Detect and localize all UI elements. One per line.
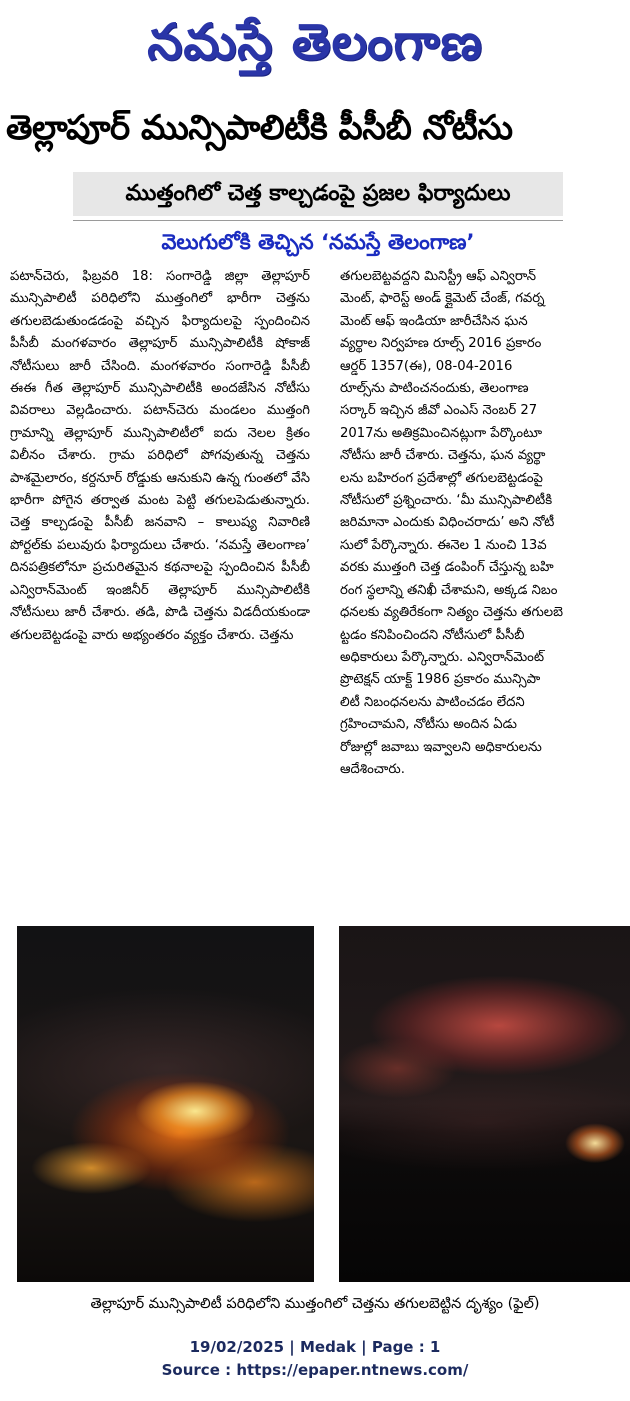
article-line: రోజుల్లో జవాబు ఇవ్వాలని అధికారులను <box>340 739 542 755</box>
subhead-divider <box>73 220 563 221</box>
article-line: ట్టడం కనిపించిందని నోటీసులో పీసీబీ <box>340 627 525 643</box>
article-line: సులో పేర్కొన్నారు. ఈనెల 1 నుంచి 13వ <box>340 537 547 553</box>
article-line: ప్రొటెక్షన్ యాక్ట్ 1986 ప్రకారం మున్సిపా <box>340 672 541 688</box>
article-line: లిటీ నిబంధనలను పాటించడం లేదని <box>340 694 525 710</box>
article-line: నోటీసు జారీ చేశారు. చెత్తను, ఘన వ్యర్థా <box>340 448 546 464</box>
article-column-right <box>340 266 630 906</box>
article-tagline: వెలుగులోకి తెచ్చిన ‘నమస్తే తెలంగాణ’ <box>161 230 475 254</box>
article-subheadline: ముత్తంగిలో చెత్త కాల్చడంపై ప్రజల ఫిర్యాదులు <box>73 172 563 216</box>
article-line: 2017ను అతిక్రమించినట్లుగా పేర్కొంటూ <box>340 425 543 441</box>
article-line: వరకు ముత్తంగి చెత్త డంపింగ్ చేస్తున్న బహి <box>340 560 554 576</box>
article-line: గ్రహించామని, నోటీసు అందిన ఏడు <box>340 717 517 733</box>
article-line: నోటీసులో ప్రశ్నించారు. ‘మీ మున్సిపాలిటీకి <box>340 493 553 509</box>
article-column-left: పటాన్‌చెరు, ఫిబ్రవరి 18: సంగారెడ్డి జిల్లా తెల్లాపూర్ మున్సిపాలిటీ పరిధిలోని ముత్తంగిలో భారీగా చెత్తను తగులబెడుతుండడంపై వచ్చిన ఫిర్యాదులపై స్పందించిన పీసీబీ మంగళవారం తెల్లాపూర్ మున్సిపాలిటీకి షోకాజ్ నోటీసులు జారీ చేసింది. మంగళవారం సంగారెడ్డి పీసీబీ ఈఈ గీత తెల్లాపూర్ మున్సిపాలిటీకి అందజేసిన నోటీసు వివరాలు వెల్లడించారు. పటాన్‌చెరు మండలం ముత్తంగి గ్రామాన్ని తెల్లాపూర్ మున్సిపాలిటీలో ఐదు నెలల క్రితం విలీనం చేశారు. గ్రామ పరిధిలో పోగవుతున్న చెత్తను పాశమైలారం, కర్దనూర్ రోడ్డుకు ఆనుకుని ఉన్న గుంతలో వేసి భారీగా పోగైన తర్వాత మంట పెట్టి తగులపెడుతున్నారు. చెత్త కాల్చడంపై పీసీబీ జనవాని – కాలుష్య నివారిణి పోర్టల్‌కు పలువురు ఫిర్యాదులు చేశారు. ‘నమస్తే తెలంగాణ’ దినపత్రికలోనూ ప్రచురితమైన కథనాలపై స్పందించిన పీసీబీ ఎన్విరాన్‌మెంట్ ఇంజినీర్ తెల్లాపూర్ మున్సిపాలిటీకి నోటీసులు జారీ చేశారు. తడి, పొడి చెత్తను విడదీయకుండా తగులబెట్టడంపై వారు అభ్యంతరం వ్యక్తం చేశారు. చెత్తను <box>10 269 310 643</box>
article-line: రూల్స్‌ను పాటించనందుకు, తెలంగాణ <box>340 381 529 397</box>
fire-photo-right <box>339 926 630 1282</box>
article-line: ధనలకు వ్యతిరేకంగా నిత్యం చెత్తను తగులబె <box>340 605 563 621</box>
newspaper-masthead: నమస్తే తెలంగాణ <box>147 12 483 71</box>
article-line: అధికారులు పేర్కొన్నారు. ఎన్విరాన్‌మెంట్ <box>340 649 545 665</box>
edition-info: 19/02/2025 | Medak | Page : 1 <box>189 1338 441 1356</box>
source-link[interactable]: Source : https://epaper.ntnews.com/ <box>161 1361 469 1379</box>
article-line: వ్యర్థాల నిర్వహణ రూల్స్ 2016 ప్రకారం <box>340 336 542 352</box>
article-line: మెంట్ ఆఫ్ ఇండియా జారీచేసిన ఘన <box>340 313 528 329</box>
article-line: తగులబెట్టవద్దని మినిస్ట్రీ ఆఫ్ ఎన్విరాన్ <box>340 269 536 284</box>
fire-photo-left <box>17 926 314 1282</box>
article-line: మెంట్, ఫారెస్ట్ అండ్ క్లైమెట్ చేంజ్, గవర్న <box>340 291 545 307</box>
article-headline: తెల్లాపూర్ మున్సిపాలిటీకి పీసీబీ నోటీసు <box>6 108 513 148</box>
article-line: జరిమానా ఎందుకు విధించరాదు’ అని నోటీ <box>340 515 555 531</box>
article-line: సర్కార్ ఇచ్చిన జీవో ఎంఎస్ నెంబర్ 27 <box>340 403 538 419</box>
article-line: ఆర్డర్ 1357(ఈ), 08-04-2016 <box>340 358 513 374</box>
article-line: రంగ స్థలాన్ని తనిఖీ చేశామని, అక్కడ నిబం <box>340 582 558 598</box>
photo-caption: తెల్లాపూర్ మున్సిపాలిటీ పరిధిలోని ముత్తంగిలో చెత్తను తగులబెట్టిన దృశ్యం (ఫైల్) <box>90 1296 540 1312</box>
article-line: ఆదేశించారు. <box>340 761 405 777</box>
article-line: లను బహిరంగ ప్రదేశాల్లో తగులబెట్టడంపై <box>340 470 543 486</box>
